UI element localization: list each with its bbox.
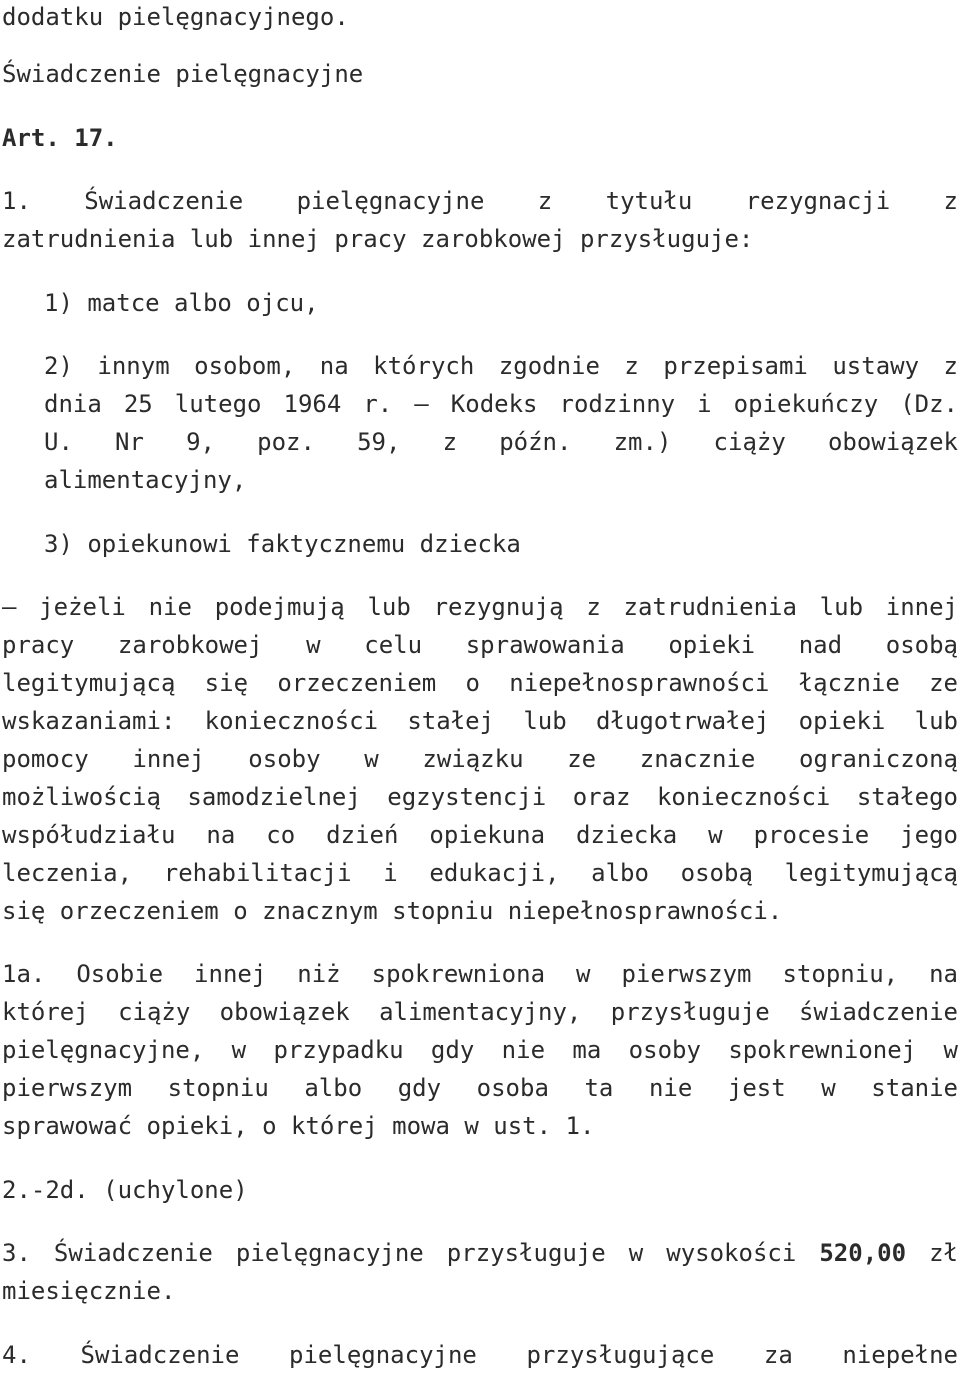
para3-line: miesięcznie.: [2, 1277, 176, 1305]
para1a-line: pierwszym stopniu albo gdy osoba ta nie jest w stanie: [2, 1074, 958, 1102]
para1a-line: sprawować opieki, o której mowa w ust. 1.: [2, 1112, 595, 1140]
section-heading: Świadczenie pielęgnacyjne: [2, 60, 364, 88]
list-item-3: 3) opiekunowi faktycznemu dziecka: [44, 530, 521, 558]
list-item-2-line: dnia 25 lutego 1964 r. – Kodeks rodzinny i opiekuńczy (Dz.: [44, 390, 958, 418]
para1-line: zatrudnienia lub innej pracy zarobkowej przysługuje:: [2, 225, 754, 253]
condition-line: – jeżeli nie podejmują lub rezygnują z zatrudnienia lub innej: [2, 593, 958, 621]
condition-line: wskazaniami: konieczności stałej lub długotrwałej opieki lub: [2, 707, 958, 735]
condition-line: leczenia, rehabilitacji i edukacji, albo osobą legitymującą: [2, 859, 958, 887]
condition-line: współudziału na co dzień opiekuna dziecka w procesie jego: [2, 821, 958, 849]
benefit-amount: 520,00: [819, 1239, 907, 1267]
condition-line: legitymującą się orzeczeniem o niepełnosprawności łącznie ze: [2, 669, 958, 697]
para1a-line: pielęgnacyjne, w przypadku gdy nie ma osoby spokrewnionej w: [2, 1036, 958, 1064]
list-item-2-line: 2) innym osobom, na których zgodnie z przepisami ustawy z: [44, 352, 958, 380]
currency-unit: zł: [929, 1239, 958, 1267]
list-item-2-line: U. Nr 9, poz. 59, z późn. zm.) ciąży obowiązek: [44, 428, 958, 456]
para1a-line: 1a. Osobie innej niż spokrewniona w pierwszym stopniu, na: [2, 960, 958, 988]
condition-line: pracy zarobkowej w celu sprawowania opieki nad osobą: [2, 631, 958, 659]
para3-text-pre: 3. Świadczenie pielęgnacyjne przysługuje w wysokości: [2, 1239, 797, 1267]
para1a-line: której ciąży obowiązek alimentacyjny, przysługuje świadczenie: [2, 998, 958, 1026]
list-item-2-line: alimentacyjny,: [44, 466, 247, 494]
condition-line: się orzeczeniem o znacznym stopniu niepełnosprawności.: [2, 897, 783, 925]
para1-line: 1. Świadczenie pielęgnacyjne z tytułu rezygnacji z: [2, 187, 958, 215]
para4-line: 4. Świadczenie pielęgnacyjne przysługujące za niepełne: [2, 1341, 958, 1369]
article-heading: Art. 17.: [2, 124, 118, 152]
intro-tail-text: dodatku pielęgnacyjnego.: [2, 3, 349, 31]
para3-line: [2, 1234, 958, 1272]
para2-text: 2.-2d. (uchylone): [2, 1176, 248, 1204]
condition-line: pomocy innej osoby w związku ze znacznie ograniczoną: [2, 745, 958, 773]
list-item-1: 1) matce albo ojcu,: [44, 289, 319, 317]
condition-line: możliwością samodzielnej egzystencji oraz konieczności stałego: [2, 783, 958, 811]
